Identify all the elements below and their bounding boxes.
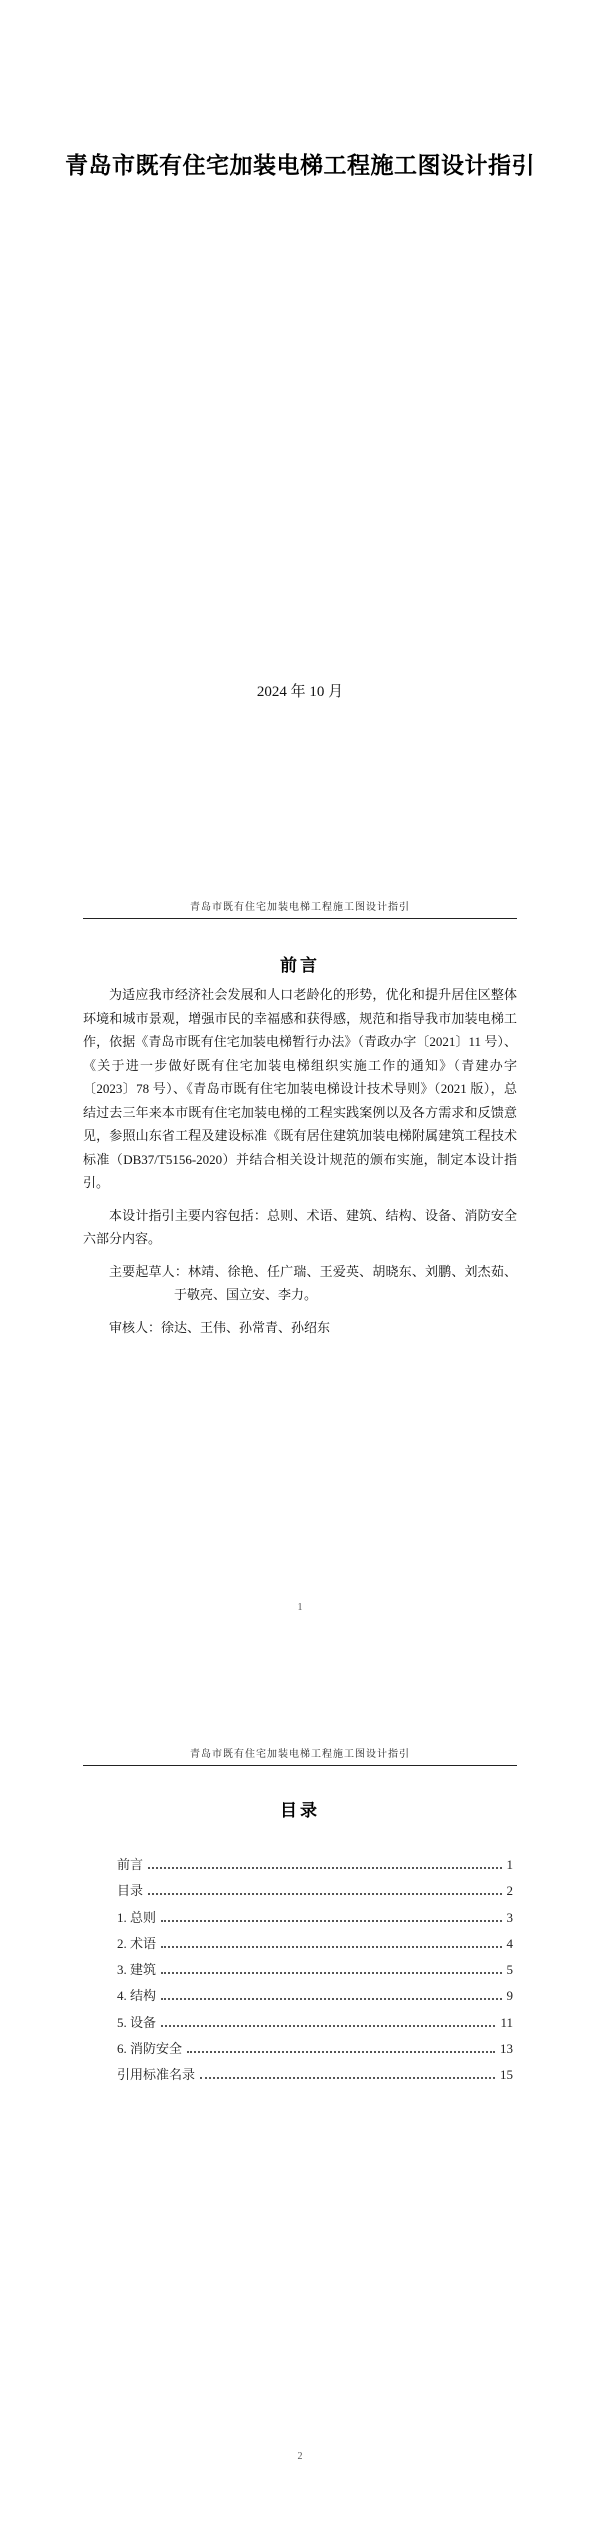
toc-dot-leader <box>161 2025 495 2027</box>
table-of-contents <box>117 1854 513 2091</box>
foreword-body <box>83 983 517 1348</box>
toc-entry <box>117 1907 513 1933</box>
toc-dot-leader <box>148 1867 501 1869</box>
toc-dot-leader <box>148 1893 501 1895</box>
toc-entry-page: 11 <box>500 2014 513 2030</box>
toc-entry-label: 2. 术语 <box>117 1935 157 1951</box>
toc-entry-label: 4. 结构 <box>117 1988 157 2004</box>
toc-dot-leader <box>161 1920 501 1922</box>
toc-entry <box>117 1880 513 1906</box>
toc-dot-leader <box>187 2051 495 2053</box>
toc-entry <box>117 1933 513 1959</box>
toc-entry-page: 2 <box>506 1883 513 1899</box>
toc-entry-label: 1. 总则 <box>117 1909 157 1925</box>
foreword-heading: 前言 <box>280 956 320 975</box>
foreword-paragraph-reviewers: 审核人：徐达、王伟、孙常青、孙绍东 <box>109 1319 331 1335</box>
cover-date: 2024 年 10 月 <box>256 684 344 700</box>
toc-entry-page: 3 <box>506 1909 513 1925</box>
toc-entry-label: 5. 设备 <box>117 2014 157 2030</box>
toc-heading: 目录 <box>280 1801 320 1820</box>
toc-entry <box>117 2038 513 2064</box>
toc-entry-label: 6. 消防安全 <box>117 2041 183 2057</box>
toc-entry-label: 前言 <box>117 1857 144 1872</box>
toc-entry <box>117 1854 513 1880</box>
cover-title: 青岛市既有住宅加装电梯工程施工图设计指引 <box>65 153 535 178</box>
toc-dot-leader <box>161 1998 501 2000</box>
toc-entry <box>117 2064 513 2090</box>
toc-entry <box>117 2012 513 2038</box>
toc-entry-page: 15 <box>500 2067 513 2083</box>
running-header: 青岛市既有住宅加装电梯工程施工图设计指引 <box>83 1745 517 1766</box>
toc-entry-page: 4 <box>506 1935 513 1951</box>
toc-dot-leader <box>161 1972 501 1974</box>
toc-entry-label: 引用标准名录 <box>117 2067 196 2083</box>
page-number: 2 <box>297 2451 303 2462</box>
page-number: 1 <box>297 1602 303 1613</box>
toc-dot-leader <box>161 1946 501 1948</box>
toc-entry-label: 目录 <box>117 1883 144 1899</box>
toc-entry <box>117 1959 513 1985</box>
foreword-paragraph: 本设计指引主要内容包括：总则、术语、建筑、结构、设备、消防安全六部分内容。 <box>83 1207 517 1246</box>
foreword-paragraph-drafters: 主要起草人：林靖、徐艳、任广瑞、王爱英、胡晓东、刘鹏、刘杰茹、于敬亮、国立安、李力。 <box>109 1263 517 1302</box>
toc-entry-page: 1 <box>506 1857 513 1872</box>
running-header: 青岛市既有住宅加装电梯工程施工图设计指引 <box>83 898 517 919</box>
toc-entry-label: 3. 建筑 <box>117 1962 157 1978</box>
foreword-paragraph: 为适应我市经济社会发展和人口老龄化的形势，优化和提升居住区整体环境和城市景观，增强市民的幸福感和获得感，规范和指导我市加装电梯工作，依据《青岛市既有住宅加装电梯暂行办法》（青政办字〔2021〕11 号）、《关于进一步做好既有住宅加装电梯组织实施工作的通知》（青建办字〔2023〕78 号）、《青岛市既有住宅加装电梯设计技术导则》（2021 版），总结过去三年来本市既有住宅加装电梯的工程实践案例以及各方需求和反馈意见，参照山东省工程及建设标准《既有居住建筑加装电梯附属建筑工程技术标准（DB37/T5156-2020）并结合相关设计规范的颁布实施，制定本设计指引。 <box>83 987 517 1190</box>
toc-entry-page: 5 <box>506 1962 513 1978</box>
toc-entry <box>117 1985 513 2011</box>
toc-dot-leader <box>200 2077 495 2079</box>
toc-entry-page: 13 <box>500 2041 513 2057</box>
toc-entry-page: 9 <box>506 1988 513 2004</box>
